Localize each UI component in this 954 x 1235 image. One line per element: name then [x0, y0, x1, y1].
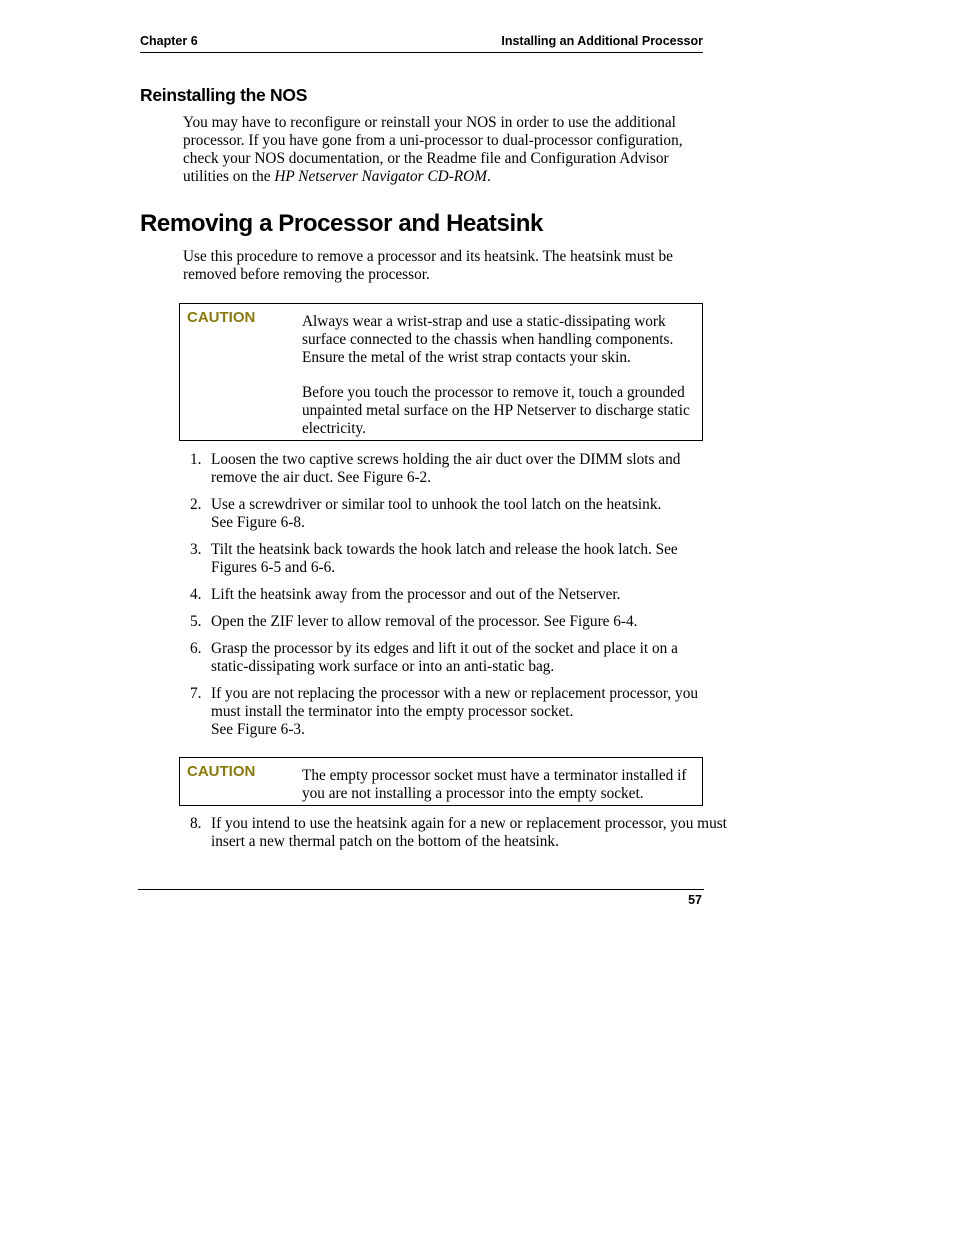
page-number: 57 [688, 893, 702, 907]
step-text: Lift the heatsink away from the processor and out of the Netserver. [211, 586, 621, 603]
list-item [183, 815, 731, 851]
footer-divider [138, 889, 704, 890]
step-text: Grasp the processor by its edges and lift it out of the socket and place it on a static-dissipating work surface or into an anti-static bag. [211, 640, 678, 675]
step-text: If you intend to use the heatsink again for a new or replacement processor, you must insert a new thermal patch on the bottom of the heatsink. [211, 815, 727, 850]
step-number: 3. [190, 541, 202, 558]
heading-removing-processor: Removing a Processor and Heatsink [140, 210, 543, 237]
reinstall-cd-rom-title: HP Netserver Navigator CD-ROM [274, 168, 487, 185]
step-text: Loosen the two captive screws holding the air duct over the DIMM slots and remove the air duct. See Figure 6-2. [211, 451, 681, 486]
list-item [183, 685, 703, 739]
list-item [183, 640, 703, 676]
step-number: 2. [190, 496, 202, 513]
reinstall-text: You may have to reconfigure or reinstall your NOS in order to use the additional processor. If you have gone from a uni-processor to dual-processor configuration, check your NOS documentation, or the Readme file and Configuration Advisor utilities on the [183, 114, 683, 185]
step-number: 7. [190, 685, 202, 702]
header-chapter: Chapter 6 [140, 34, 198, 48]
caution-label: CAUTION [187, 309, 256, 326]
removal-steps-list [183, 451, 703, 748]
reinstall-text-end: . [486, 168, 491, 185]
caution-paragraph: Always wear a wrist-strap and use a static-dissipating work surface connected to the chassis when handling components. Ensure the metal of the wrist strap contacts your skin. [302, 313, 674, 366]
caution-box-static [179, 303, 703, 441]
step-number: 8. [190, 815, 202, 832]
step-figure-reference: See Figure 6-3. [211, 721, 305, 738]
reinstall-paragraph [183, 114, 703, 186]
header-section-title: Installing an Additional Processor [501, 34, 703, 48]
caution-box-terminator [179, 757, 703, 806]
heading-reinstalling-nos: Reinstalling the NOS [140, 85, 308, 105]
caution-text [302, 313, 697, 455]
removing-intro-paragraph: Use this procedure to remove a processor and its heatsink. The heatsink must be removed before removing the processor. [183, 248, 673, 283]
step-figure-reference: See Figure 6-8. [211, 514, 305, 531]
list-item [183, 451, 703, 487]
caution-label: CAUTION [187, 763, 256, 780]
caution-text: The empty processor socket must have a terminator installed if you are not installing a processor into the empty socket. [302, 767, 687, 802]
step-number: 6. [190, 640, 202, 657]
step-number: 1. [190, 451, 202, 468]
list-item [183, 586, 703, 604]
list-item [183, 541, 703, 577]
step-text: Tilt the heatsink back towards the hook latch and release the hook latch. See Figures 6-5 and 6-6. [211, 541, 678, 576]
list-item [183, 496, 703, 532]
step-text: Open the ZIF lever to allow removal of the processor. See Figure 6-4. [211, 613, 638, 630]
step-text: Use a screwdriver or similar tool to unhook the tool latch on the heatsink. [211, 496, 662, 513]
step-text: If you are not replacing the processor with a new or replacement processor, you must install the terminator into the empty processor socket. [211, 685, 699, 720]
step-number: 4. [190, 586, 202, 603]
running-header [140, 34, 703, 53]
step-number: 5. [190, 613, 202, 630]
caution-paragraph: Before you touch the processor to remove it, touch a grounded unpainted metal surface on the HP Netserver to discharge static electricity. [302, 384, 690, 437]
list-item [183, 613, 703, 631]
